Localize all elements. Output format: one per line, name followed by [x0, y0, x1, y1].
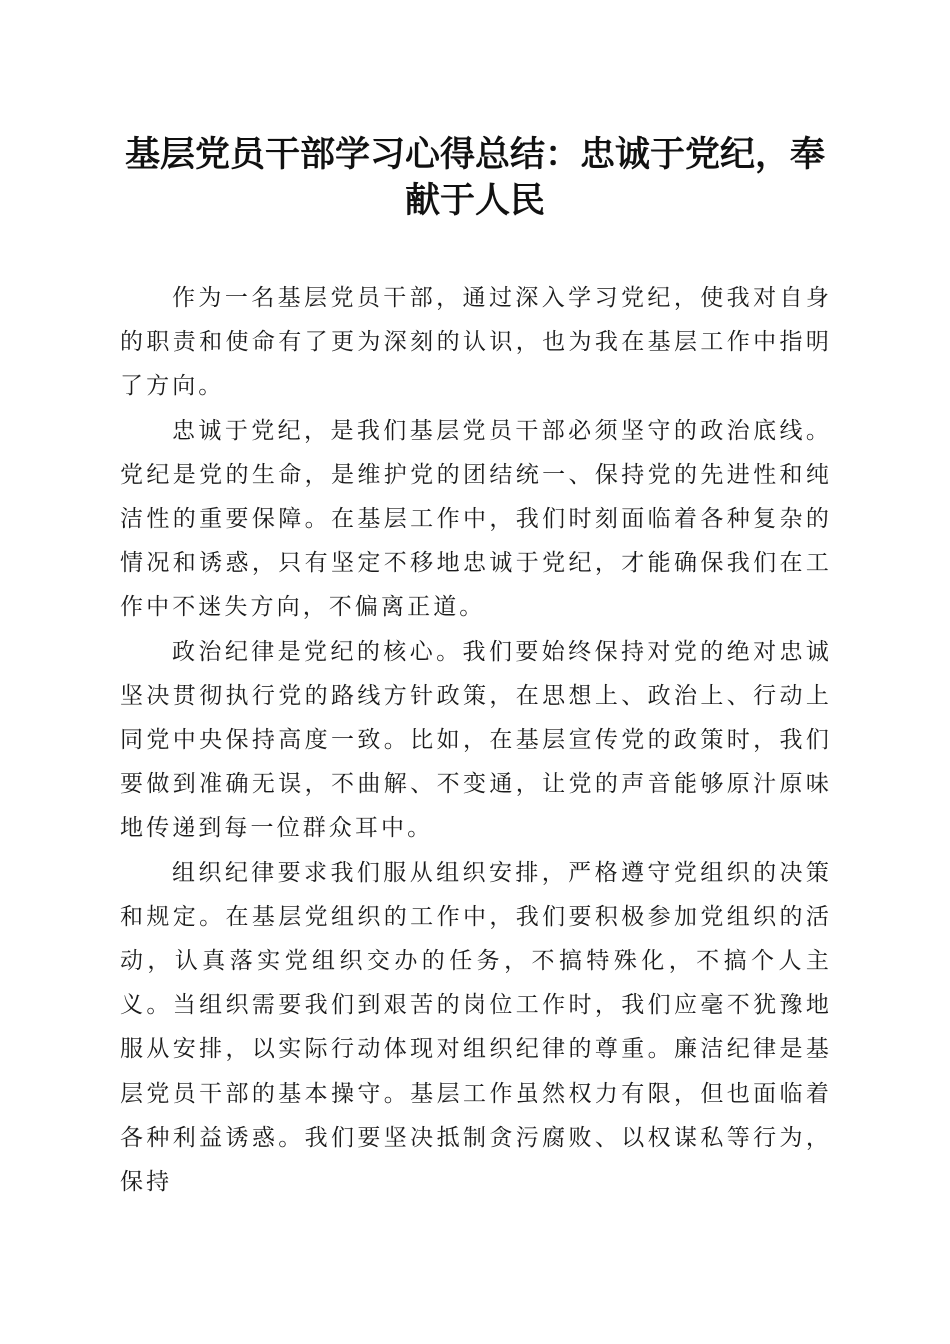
paragraph-organizational-discipline: 组织纪律要求我们服从组织安排，严格遵守党组织的决策和规定。在基层党组织的工作中，我们要积极参加党组织的活动，认真落实党组织交办的任务，不搞特殊化，不搞个人主义。当组织需要我们到艰苦的岗位工作时，我们应毫不犹豫地服从安排，以实际行动体现对组织纪律的尊重。廉洁纪律是基层党员干部的基本操守。基层工作虽然权力有限，但也面临着各种利益诱惑。我们要坚决抵制贪污腐败、以权谋私等行为，保持	[120, 859, 832, 1196]
document-title: 基层党员干部学习心得总结：忠诚于党纪，奉献于人民	[124, 134, 825, 221]
document-body	[120, 276, 832, 1204]
paragraph-intro: 作为一名基层党员干部，通过深入学习党纪，使我对自身的职责和使命有了更为深刻的认识，也为我在基层工作中指明了方向。	[120, 285, 832, 400]
paragraph-loyalty: 忠诚于党纪，是我们基层党员干部必须坚守的政治底线。党纪是党的生命，是维护党的团结统一、保持党的先进性和纯洁性的重要保障。在基层工作中，我们时刻面临着各种复杂的情况和诱惑，只有坚定不移地忠诚于党纪，才能确保我们在工作中不迷失方向，不偏离正道。	[120, 417, 832, 621]
paragraph-political-discipline: 政治纪律是党纪的核心。我们要始终保持对党的绝对忠诚坚决贯彻执行党的路线方针政策，在思想上、政治上、行动上同党中央保持高度一致。比如，在基层宣传党的政策时，我们要做到准确无误，不曲解、不变通，让党的声音能够原汁原味地传递到每一位群众耳中。	[120, 638, 832, 842]
